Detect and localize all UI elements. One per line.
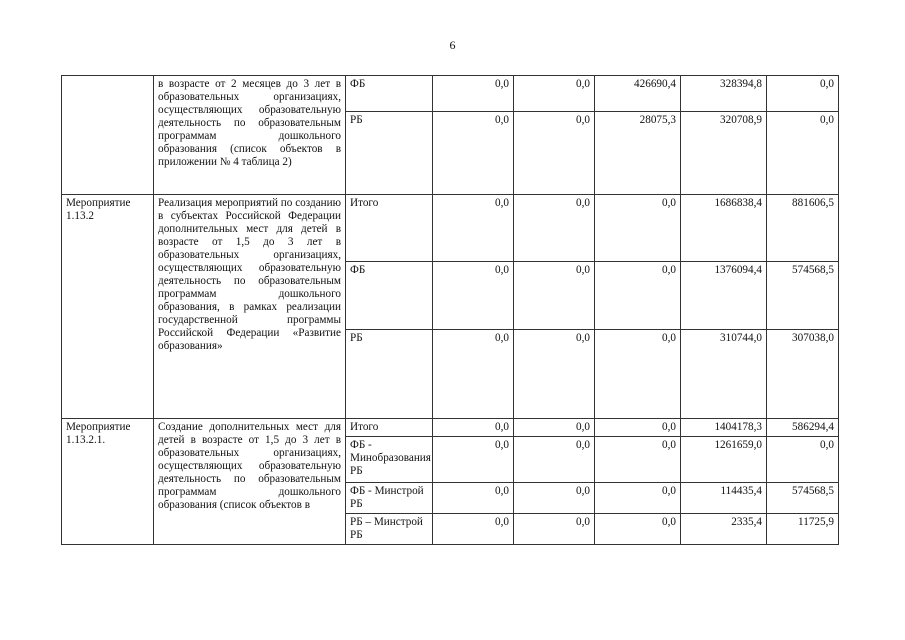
value-cell: 0,0	[595, 262, 681, 330]
value-cell: 0,0	[514, 419, 595, 437]
value-cell: 0,0	[595, 483, 681, 514]
value-cell: 0,0	[595, 330, 681, 419]
value-cell: 11725,9	[767, 514, 839, 545]
value-cell: 0,0	[514, 483, 595, 514]
value-cell: 0,0	[767, 437, 839, 483]
value-cell: 1261659,0	[681, 437, 767, 483]
description-cell: Реализация мероприятий по созданию в субъектах Российской Федерации дополнительных мест для детей в возрасте от 1,5 до 3 лет в образовательных организациях, осуществляющих образовательную деятельность по образовательным программам дошкольного образования, в рамках реализации государственной программы Российской Федерации «Развитие образования»	[154, 195, 346, 419]
budget-table	[61, 75, 839, 545]
value-cell: 307038,0	[767, 330, 839, 419]
source-cell: РБ – Минстрой РБ	[346, 514, 433, 545]
value-cell: 310744,0	[681, 330, 767, 419]
value-cell: 574568,5	[767, 483, 839, 514]
value-cell: 114435,4	[681, 483, 767, 514]
value-cell: 0,0	[514, 112, 595, 195]
source-cell: РБ	[346, 330, 433, 419]
value-cell: 0,0	[767, 112, 839, 195]
value-cell: 0,0	[514, 437, 595, 483]
measure-cell	[62, 76, 154, 195]
value-cell: 426690,4	[595, 76, 681, 112]
source-cell: ФБ	[346, 262, 433, 330]
value-cell: 0,0	[767, 76, 839, 112]
value-cell: 0,0	[433, 195, 514, 262]
value-cell: 1376094,4	[681, 262, 767, 330]
description-cell: Создание дополнительных мест для детей в возрасте от 1,5 до 3 лет в образовательных организациях, осуществляющих образовательную деятельность по образовательным программам дошкольного образования (список объектов в	[154, 419, 346, 545]
value-cell: 0,0	[595, 195, 681, 262]
page-number: 6	[449, 38, 456, 52]
value-cell: 0,0	[433, 330, 514, 419]
value-cell: 1404178,3	[681, 419, 767, 437]
value-cell: 0,0	[514, 330, 595, 419]
source-cell: РБ	[346, 112, 433, 195]
value-cell: 1686838,4	[681, 195, 767, 262]
source-cell: Итого	[346, 419, 433, 437]
value-cell: 0,0	[514, 262, 595, 330]
value-cell: 0,0	[433, 514, 514, 545]
source-cell: Итого	[346, 195, 433, 262]
description-cell: в возрасте от 2 месяцев до 3 лет в образовательных организациях, осуществляющих образовательную деятельность по образовательным программам дошкольного образования (список объектов в приложении № 4 таблица 2)	[154, 76, 346, 195]
value-cell: 0,0	[433, 262, 514, 330]
value-cell: 0,0	[514, 514, 595, 545]
value-cell: 320708,9	[681, 112, 767, 195]
value-cell: 574568,5	[767, 262, 839, 330]
source-cell: ФБ	[346, 76, 433, 112]
value-cell: 0,0	[433, 76, 514, 112]
value-cell: 28075,3	[595, 112, 681, 195]
value-cell: 328394,8	[681, 76, 767, 112]
value-cell: 881606,5	[767, 195, 839, 262]
value-cell: 0,0	[514, 76, 595, 112]
value-cell: 0,0	[433, 483, 514, 514]
measure-cell: Мероприятие 1.13.2	[62, 195, 154, 419]
value-cell: 0,0	[595, 419, 681, 437]
value-cell: 2335,4	[681, 514, 767, 545]
value-cell: 0,0	[595, 437, 681, 483]
value-cell: 0,0	[433, 419, 514, 437]
value-cell: 0,0	[514, 195, 595, 262]
source-cell: ФБ - Минобразования РБ	[346, 437, 433, 483]
table-row	[62, 76, 839, 112]
measure-cell: Мероприятие 1.13.2.1.	[62, 419, 154, 545]
value-cell: 0,0	[433, 437, 514, 483]
value-cell: 0,0	[595, 514, 681, 545]
table-row	[62, 419, 839, 437]
table-row	[62, 195, 839, 262]
source-cell: ФБ - Минстрой РБ	[346, 483, 433, 514]
value-cell: 586294,4	[767, 419, 839, 437]
value-cell: 0,0	[433, 112, 514, 195]
